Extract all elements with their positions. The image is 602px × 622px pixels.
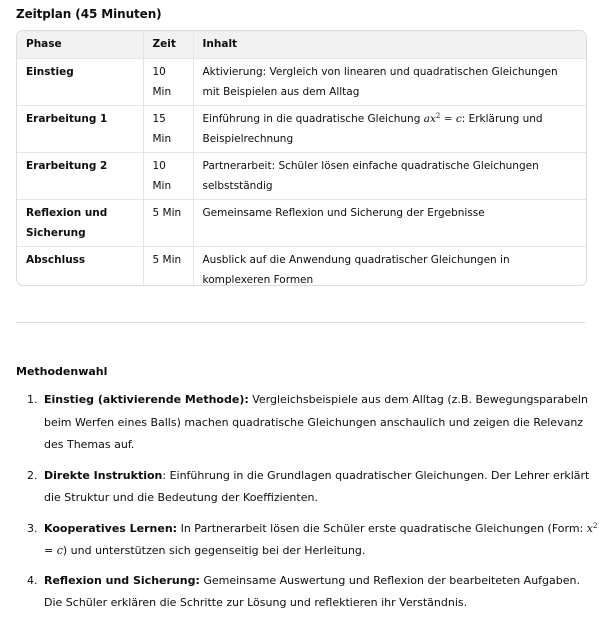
math-exponent: 2 — [592, 521, 598, 530]
list-item — [41, 570, 601, 615]
cell-inhalt: Gemeinsame Reflexion und Sicherung der Ergebnisse — [193, 200, 586, 247]
table-header-row — [17, 31, 586, 59]
method-text: Vergleichsbeispiele aus dem Alltag (z.B. Bewegungsparabeln beim Werfen eines Balls) machen quadratische Gleichungen anschaulich und zeigen die Relevanz des Themas auf. — [44, 393, 588, 451]
cell-phase: Erarbeitung 2 — [17, 153, 143, 200]
list-item — [41, 518, 601, 563]
cell-text: : Erklärung und Beispielrechnung — [202, 113, 543, 145]
cell-phase: Reflexion und Sicherung — [17, 200, 143, 247]
cell-phase: Erarbeitung 1 — [17, 106, 143, 153]
cell-text: Einführung in die quadratische Gleichung — [202, 113, 424, 125]
cell-zeit: 10 Min — [143, 59, 193, 106]
method-text: In Partnerarbeit lösen die Schüler erste quadratische Gleichungen (Form: — [177, 521, 587, 535]
cell-zeit: 15 Min — [143, 106, 193, 153]
table-row — [17, 247, 586, 287]
table-row — [17, 153, 586, 200]
math-base: ax — [423, 113, 436, 125]
methods-heading: Methodenwahl — [16, 365, 108, 378]
table-row — [17, 59, 586, 106]
schedule-table — [16, 30, 587, 286]
schedule-heading: Zeitplan (45 Minuten) — [16, 7, 162, 21]
math-rest: = c — [440, 113, 462, 125]
math-base: x — [586, 521, 593, 535]
cell-inhalt: Partnerarbeit: Schüler lösen einfache quadratische Gleichungen selbstständig — [193, 153, 586, 200]
cell-phase: Einstieg — [17, 59, 143, 106]
method-text: : Einführung in die Grundlagen quadratischer Gleichungen. Der Lehrer erklärt die Struktur und die Bedeutung der Koeffizienten. — [44, 468, 590, 504]
cell-zeit: 5 Min — [143, 200, 193, 247]
methods-list — [16, 389, 601, 622]
table-row — [17, 200, 586, 247]
header-zeit: Zeit — [143, 31, 193, 59]
divider — [16, 322, 585, 323]
method-text: ) und unterstützen sich gegenseitig bei der Herleitung. — [62, 544, 366, 557]
method-title: Einstieg (aktivierende Methode): — [44, 393, 249, 406]
table-row — [17, 106, 586, 153]
cell-inhalt: Ausblick auf die Anwendung quadratischer Gleichungen in komplexeren Formen — [202, 254, 510, 286]
math-rest: = c — [44, 544, 63, 557]
header-inhalt: Inhalt — [193, 31, 586, 59]
method-text: Gemeinsame Auswertung und Reflexion der bearbeiteten Aufgaben. Die Schüler erklären die Schritte zur Lösung und reflektieren ihr Verständnis. — [44, 573, 580, 609]
cell-phase: Abschluss — [17, 247, 143, 287]
method-title: Reflexion und Sicherung: — [44, 573, 200, 587]
list-item — [41, 389, 601, 457]
cell-zeit: 10 Min — [143, 153, 193, 200]
math-exponent: 2 — [435, 112, 441, 120]
header-phase: Phase — [17, 31, 143, 59]
cell-zeit: 5 Min — [143, 247, 193, 287]
list-item — [41, 465, 601, 510]
method-title: Direkte Instruktion — [44, 468, 163, 482]
cell-inhalt — [193, 106, 586, 153]
math-formula — [424, 113, 462, 125]
cell-inhalt: Aktivierung: Vergleich von linearen und quadratischen Gleichungen mit Beispielen aus dem Alltag — [193, 59, 586, 106]
method-title: Kooperatives Lernen: — [44, 521, 178, 535]
